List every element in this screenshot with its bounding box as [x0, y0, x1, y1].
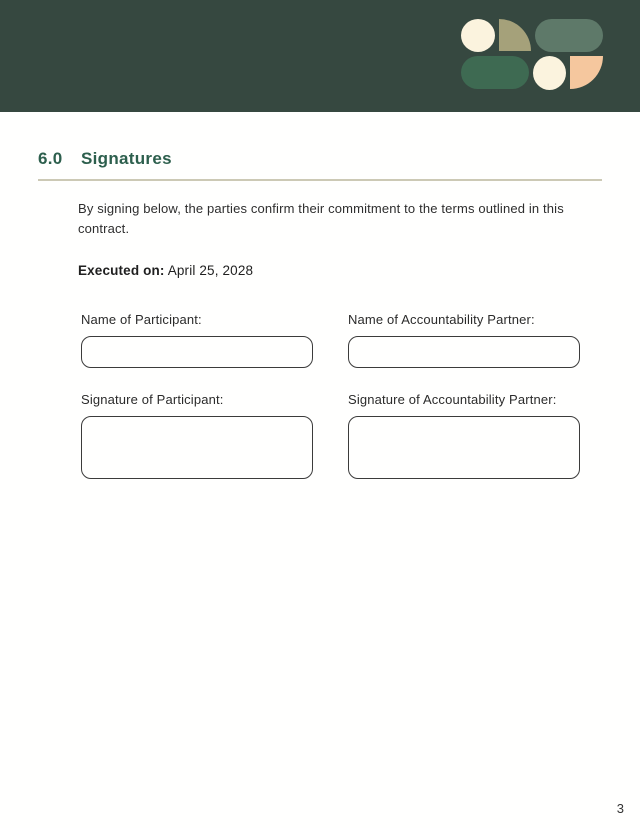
logo-row-bottom	[461, 56, 605, 90]
participant-name-field[interactable]	[81, 336, 313, 368]
executed-on-date: April 25, 2028	[164, 263, 254, 278]
field-label: Name of Participant:	[81, 312, 202, 327]
brand-logo-icon	[461, 19, 605, 90]
executed-on-line	[78, 263, 640, 278]
page-number: 3	[616, 801, 624, 816]
participant-signature-field[interactable]	[81, 416, 313, 479]
executed-on-label: Executed on:	[78, 263, 165, 278]
logo-quarter-olive-icon	[499, 19, 531, 51]
logo-quarter-peach-icon	[570, 56, 603, 89]
logo-pill-sage-icon	[535, 19, 603, 52]
logo-row-top	[461, 19, 605, 52]
section-divider	[38, 179, 602, 181]
partner-name-field[interactable]	[348, 336, 580, 368]
partner-signature-field[interactable]	[348, 416, 580, 479]
participant-signature-group	[81, 392, 313, 479]
section-title: Signatures	[81, 149, 172, 168]
field-label: Signature of Participant:	[81, 392, 224, 407]
intro-paragraph: By signing below, the parties confirm their commitment to the terms outlined in this contract.	[78, 201, 564, 236]
section-number: 6.0	[38, 149, 63, 168]
field-label: Name of Accountability Partner:	[348, 312, 535, 327]
signature-form	[81, 312, 640, 479]
logo-circle-cream-icon	[533, 56, 566, 90]
partner-name-group	[348, 312, 580, 368]
section-heading	[38, 147, 602, 171]
header-band	[0, 0, 640, 112]
partner-signature-group	[348, 392, 580, 479]
logo-circle-cream-icon	[461, 19, 495, 52]
logo-pill-green-icon	[461, 56, 529, 89]
field-label: Signature of Accountability Partner:	[348, 392, 557, 407]
participant-name-group	[81, 312, 313, 368]
